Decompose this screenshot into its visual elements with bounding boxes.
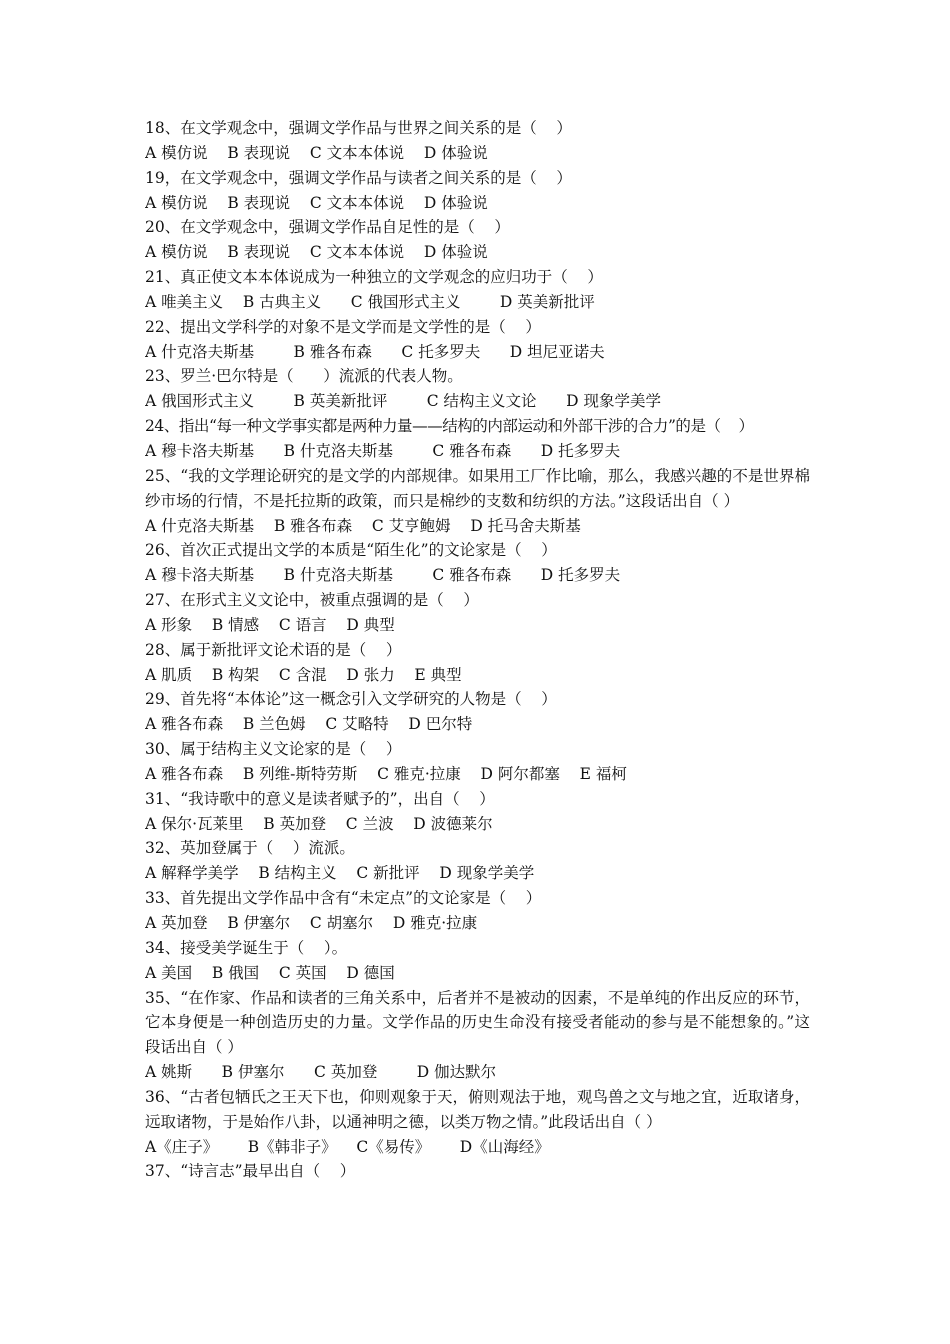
- question-29: 29、首先将“本体论”这一概念引入文学研究的人物是（ ）: [145, 690, 557, 709]
- question-26: 26、首次正式提出文学的本质是“陌生化”的文论家是（ ）: [145, 541, 557, 560]
- options-18: A 模仿说 B 表现说 C 文本本体说 D 体验说: [145, 143, 488, 162]
- question-31: 31、“我诗歌中的意义是读者赋予的”，出自（ ）: [145, 789, 495, 808]
- options-19: A 模仿说 B 表现说 C 文本本体说 D 体验说: [145, 193, 488, 212]
- options-28: A 肌质 B 构架 C 含混 D 张力 E 典型: [145, 665, 462, 684]
- options-25: A 什克洛夫斯基 B 雅各布森 C 艾亨鲍姆 D 托马舍夫斯基: [145, 516, 581, 535]
- question-23: 23、罗兰·巴尔特是（ ）流派的代表人物。: [145, 367, 463, 386]
- question-18: 18、在文学观念中，强调文学作品与世界之间关系的是（ ）: [145, 119, 572, 137]
- question-list: [145, 116, 810, 1184]
- options-27: A 形象 B 情感 C 语言 D 典型: [145, 615, 395, 634]
- question-32: 32、英加登属于（ ）流派。: [145, 839, 355, 858]
- question-36: 36、“古者包牺氏之王天下也，仰则观象于天，俯则观法于地，观鸟兽之文与地之宜，近取诸身，远取诸物，于是始作八卦，以通神明之德，以类万物之情。”此段话出自（ ）: [145, 1087, 810, 1131]
- options-22: A 什克洛夫斯基 B 雅各布森 C 托多罗夫 D 坦尼亚诺夫: [145, 342, 605, 361]
- question-27: 27、在形式主义文论中，被重点强调的是（ ）: [145, 591, 479, 610]
- question-22: 22、提出文学科学的对象不是文学而是文学性的是（ ）: [145, 317, 541, 336]
- question-34: 34、接受美学诞生于（ ）。: [145, 938, 348, 957]
- question-24: 24、指出“每一种文学事实都是两种力量——结构的内部运动和外部干涉的合力”的是（ ）: [145, 417, 754, 436]
- options-35: A 姚斯 B 伊塞尔 C 英加登 D 伽达默尔: [145, 1063, 497, 1082]
- options-36: A《庄子》 B《韩非子》 C《易传》 D《山海经》: [145, 1137, 550, 1156]
- question-21: 21、真正使文本本体说成为一种独立的文学观念的应归功于（ ）: [145, 268, 603, 287]
- question-25: 25、“我的文学理论研究的是文学的内部规律。如果用工厂作比喻，那么，我感兴趣的不是世界棉纱市场的行情，不是托拉斯的政策，而只是棉纱的支数和纺织的方法。”这段话出自（ ）: [145, 466, 810, 510]
- options-33: A 英加登 B 伊塞尔 C 胡塞尔 D 雅克·拉康: [145, 914, 478, 932]
- options-23: A 俄国形式主义 B 英美新批评 C 结构主义文论 D 现象学美学: [145, 392, 661, 411]
- question-19: 19，在文学观念中，强调文学作品与读者之间关系的是（ ）: [145, 168, 572, 187]
- options-30: A 雅各布森 B 列维-斯特劳斯 C 雅克·拉康 D 阿尔都塞 E 福柯: [145, 764, 627, 783]
- question-28: 28、属于新批评文论术语的是（ ）: [145, 640, 402, 659]
- options-24: A 穆卡洛夫斯基 B 什克洛夫斯基 C 雅各布森 D 托多罗夫: [145, 441, 621, 460]
- options-31: A 保尔·瓦莱里 B 英加登 C 兰波 D 波德莱尔: [145, 814, 493, 833]
- options-32: A 解释学美学 B 结构主义 C 新批评 D 现象学美学: [145, 864, 535, 883]
- options-21: A 唯美主义 B 古典主义 C 俄国形式主义 D 英美新批评: [145, 292, 595, 311]
- question-30: 30、属于结构主义文论家的是（ ）: [145, 740, 402, 759]
- question-20: 20、在文学观念中，强调文学作品自足性的是（ ）: [145, 218, 510, 237]
- options-34: A 美国 B 俄国 C 英国 D 德国: [145, 963, 395, 982]
- options-29: A 雅各布森 B 兰色姆 C 艾略特 D 巴尔特: [145, 715, 473, 734]
- question-33: 33、首先提出文学作品中含有“未定点”的文论家是（ ）: [145, 889, 542, 908]
- question-35: 35、“在作家、作品和读者的三角关系中，后者并不是被动的因素，不是单纯的作出反应的环节，它本身便是一种创造历史的力量。文学作品的历史生命没有接受者能动的参与是不能想象的。”这段话出自（ ）: [145, 988, 810, 1057]
- question-37: 37、“诗言志”最早出自（ ）: [145, 1162, 356, 1181]
- options-26: A 穆卡洛夫斯基 B 什克洛夫斯基 C 雅各布森 D 托多罗夫: [145, 566, 621, 585]
- options-20: A 模仿说 B 表现说 C 文本本体说 D 体验说: [145, 243, 488, 262]
